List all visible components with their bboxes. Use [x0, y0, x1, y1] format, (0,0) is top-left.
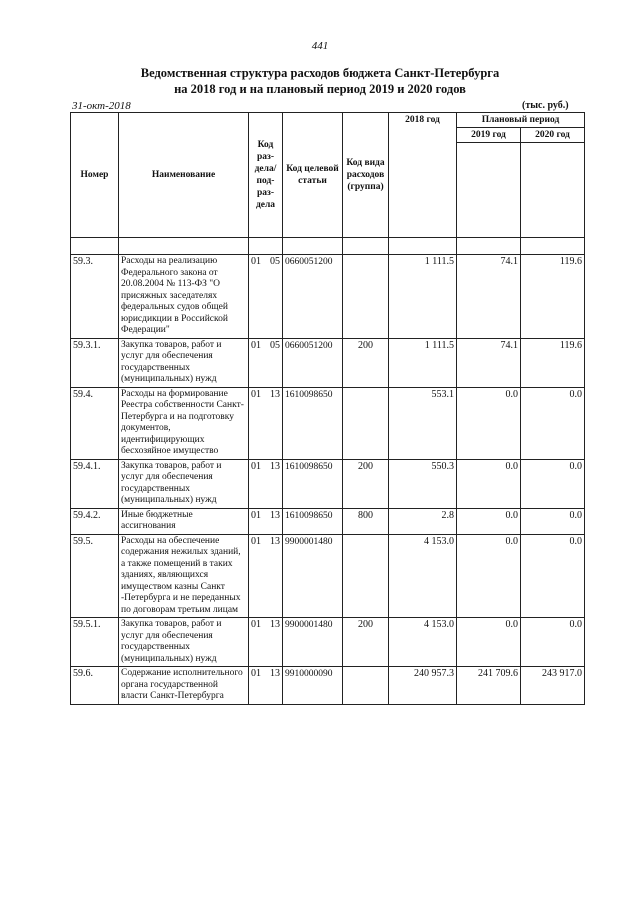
row-name: Расходы на формирование Реестра собственности Санкт-Петербурга и на подготовку документов, идентифицирующих бесхозяйное имущество	[119, 387, 249, 459]
header-section: Код раз-дела/ под-раз-дела	[249, 113, 283, 238]
row-number: 59.3.1.	[71, 338, 119, 387]
table-row	[71, 387, 585, 459]
spacer-cell	[71, 238, 119, 255]
row-target-code: 9900001480	[283, 534, 343, 618]
budget-table	[70, 112, 585, 705]
podrazdel-code: 13	[270, 509, 280, 521]
razdel-code: 01	[251, 388, 261, 400]
header-target: Код целевой статьи	[283, 113, 343, 238]
row-amount-2019: 0.0	[457, 459, 521, 508]
header-2020: 2020 год	[521, 128, 585, 143]
podrazdel-code: 13	[270, 619, 280, 630]
table-row	[71, 508, 585, 534]
row-amount-2020: 119.6	[521, 338, 585, 387]
row-amount-2020: 0.0	[521, 534, 585, 618]
podrazdel-code: 13	[270, 388, 280, 400]
row-kind-code: 200	[343, 618, 389, 667]
row-section-code	[249, 667, 283, 705]
row-amount-2019: 74.1	[457, 338, 521, 387]
table-row	[71, 534, 585, 618]
row-section-code	[249, 255, 283, 339]
row-number: 59.4.	[71, 387, 119, 459]
row-target-code: 1610098650	[283, 459, 343, 508]
podrazdel-code: 13	[270, 535, 280, 547]
row-kind-code: 200	[343, 338, 389, 387]
units-label: (тыс. руб.)	[522, 100, 569, 111]
row-number: 59.4.1.	[71, 459, 119, 508]
table-row	[71, 459, 585, 508]
spacer-cell	[457, 238, 521, 255]
row-section-code	[249, 618, 283, 667]
row-kind-code: 200	[343, 459, 389, 508]
document-date: 31-окт-2018	[72, 100, 131, 112]
row-name: Расходы на реализацию Федерального закона от 20.08.2004 № 113-ФЗ "О присяжных заседателях федеральных судов общей юрисдикции в Российской Федерации"	[119, 255, 249, 339]
table-row	[71, 255, 585, 339]
row-section-code	[249, 338, 283, 387]
razdel-code: 01	[251, 535, 261, 547]
table-row	[71, 667, 585, 705]
row-number: 59.5.	[71, 534, 119, 618]
razdel-code: 01	[251, 619, 261, 630]
row-amount-2018: 1 111.5	[389, 255, 457, 339]
row-number: 59.4.2.	[71, 508, 119, 534]
row-amount-2019: 241 709.6	[457, 667, 521, 705]
podrazdel-code: 05	[270, 339, 280, 351]
row-section-code	[249, 508, 283, 534]
row-target-code: 0660051200	[283, 255, 343, 339]
page-number: 441	[311, 40, 329, 52]
row-amount-2019: 0.0	[457, 508, 521, 534]
razdel-code: 01	[251, 339, 261, 351]
row-amount-2018: 1 111.5	[389, 338, 457, 387]
row-name: Иные бюджетные ассигнования	[119, 508, 249, 534]
row-amount-2019: 74.1	[457, 255, 521, 339]
row-amount-2018: 553.1	[389, 387, 457, 459]
row-amount-2019: 0.0	[457, 387, 521, 459]
row-section-code	[249, 534, 283, 618]
row-number: 59.3.	[71, 255, 119, 339]
row-amount-2018: 550.3	[389, 459, 457, 508]
row-target-code: 9910000090	[283, 667, 343, 705]
row-amount-2019: 0.0	[457, 618, 521, 667]
row-kind-code	[343, 667, 389, 705]
row-amount-2020: 0.0	[521, 508, 585, 534]
razdel-code: 01	[251, 256, 261, 267]
header-2019-spacer	[457, 143, 521, 238]
spacer-cell	[119, 238, 249, 255]
row-name: Закупка товаров, работ и услуг для обеспечения государственных (муниципальных) нужд	[119, 338, 249, 387]
document-title-line-2: на 2018 год и на плановый период 2019 и 2020 годов	[174, 82, 466, 96]
row-target-code: 1610098650	[283, 387, 343, 459]
row-name: Закупка товаров, работ и услуг для обеспечения государственных (муниципальных) нужд	[119, 618, 249, 667]
row-section-code	[249, 459, 283, 508]
row-kind-code	[343, 255, 389, 339]
row-amount-2020: 119.6	[521, 255, 585, 339]
header-kind: Код вида расходов (группа)	[343, 113, 389, 238]
header-planned-period: Плановый период	[457, 113, 585, 128]
row-amount-2018: 240 957.3	[389, 667, 457, 705]
podrazdel-code: 13	[270, 460, 280, 472]
header-name: Наименование	[119, 113, 249, 238]
row-amount-2018: 2.8	[389, 508, 457, 534]
row-name: Расходы на обеспечение содержания нежилых зданий, а также помещений в таких зданиях, являющихся имуществом казны Санкт -Петербурга и не переданных по договорам третьим лицам	[119, 534, 249, 618]
row-amount-2020: 0.0	[521, 459, 585, 508]
spacer-cell	[283, 238, 343, 255]
spacer-cell	[343, 238, 389, 255]
table-row	[71, 338, 585, 387]
row-kind-code	[343, 534, 389, 618]
header-2019: 2019 год	[457, 128, 521, 143]
row-target-code: 0660051200	[283, 338, 343, 387]
row-number: 59.5.1.	[71, 618, 119, 667]
row-amount-2020: 0.0	[521, 618, 585, 667]
row-target-code: 1610098650	[283, 508, 343, 534]
table-spacer-row	[71, 238, 585, 255]
razdel-code: 01	[251, 460, 261, 472]
header-2018: 2018 год	[389, 113, 457, 238]
row-amount-2018: 4 153.0	[389, 534, 457, 618]
row-target-code: 9900001480	[283, 618, 343, 667]
razdel-code: 01	[251, 509, 261, 521]
row-number: 59.6.	[71, 667, 119, 705]
row-amount-2019: 0.0	[457, 534, 521, 618]
row-amount-2020: 0.0	[521, 387, 585, 459]
row-section-code	[249, 387, 283, 459]
row-name: Содержание исполнительного органа государственной власти Санкт-Петербурга	[119, 667, 249, 705]
spacer-cell	[389, 238, 457, 255]
table-row	[71, 618, 585, 667]
row-kind-code	[343, 387, 389, 459]
document-title-line-1: Ведомственная структура расходов бюджета Санкт-Петербурга	[140, 66, 500, 80]
row-amount-2020: 243 917.0	[521, 667, 585, 705]
row-name: Закупка товаров, работ и услуг для обеспечения государственных (муниципальных) нужд	[119, 459, 249, 508]
spacer-cell	[249, 238, 283, 255]
podrazdel-code: 05	[270, 256, 280, 267]
header-2020-spacer	[521, 143, 585, 238]
row-amount-2018: 4 153.0	[389, 618, 457, 667]
razdel-code: 01	[251, 668, 261, 679]
header-number: Номер	[71, 113, 119, 238]
spacer-cell	[521, 238, 585, 255]
row-kind-code: 800	[343, 508, 389, 534]
podrazdel-code: 13	[270, 668, 280, 679]
